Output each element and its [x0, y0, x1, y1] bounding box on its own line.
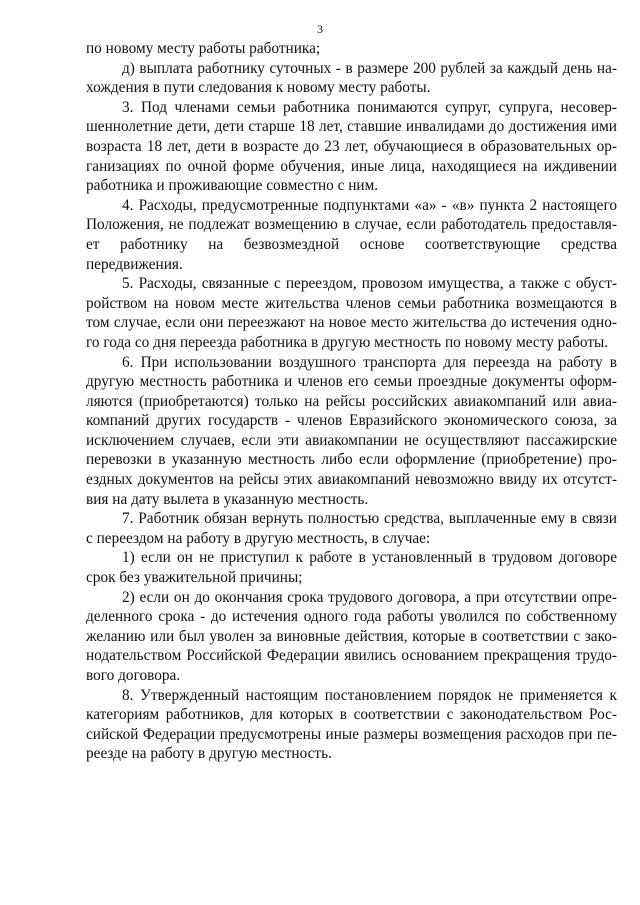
page-number: 3 [317, 22, 323, 36]
paragraph-4: 4. Расходы, предусмотренные подпунктами «а» - «в» пункта 2 настоящего Положения, не подлежат возмещению в случае, если работодатель предоставляет работнику на безвозмездной основе соответствующие средства передвижения. [86, 196, 617, 273]
paragraph-6: 6. При использовании воздушного транспорта для переезда на работу в другую местность работника и членов его семьи проездные документы оформляются (приобретаются) только на рейсы российских авиакомпаний или авиакомпаний других государств - членов Евразийского экономического союза, за исключением случаев, если эти авиакомпании не осуществляют пассажирские перевозки в указанную местность либо если оформление (приобретение) проездных документов на рейсы этих авиакомпаний невозможно ввиду их отсутствия на дату вылета в указанную местность. [86, 353, 617, 508]
paragraph-7-item-1: 1) если он не приступил к работе в установленный в трудовом договоре срок без уважительной причины; [86, 549, 617, 587]
paragraph-subitem-d: д) выплата работнику суточных - в размере 200 рублей за каждый день нахождения в пути следования к новому месту работы. [86, 59, 617, 97]
paragraph-7: 7. Работник обязан вернуть полностью средства, выплаченные ему в связи с переездом на работу в другую местность, в случае: [86, 510, 617, 547]
paragraph-7-item-2: 2) если он до окончания срока трудового договора, а при отсутствии определенного срока - до истечения одного года работы уволился по собственному желанию или был уволен за виновные действия, которые в соответствии с законодательством Российской Федерации явились основанием прекращения трудового договора. [86, 588, 617, 684]
paragraph-3: 3. Под членами семьи работника понимаются супруг, супруга, несовершеннолетние дети, дети старше 18 лет, ставшие инвалидами до достижения ими возраста 18 лет, дети в возрасте до 23 лет, обучающиеся в образовательных организациях по очной форме обучения, иные лица, находящиеся на иждивении работника и проживающие совместно с ним. [86, 98, 617, 195]
paragraph-continuation: по новому месту работы работника; [86, 40, 321, 57]
paragraph-8: 8. Утвержденный настоящим постановлением порядок не применяется к категориям работников, для которых в соответствии с законодательством Российской Федерации предусмотрены иные размеры возмещения расходов при переезде на работу в другую местность. [86, 686, 617, 763]
paragraph-5: 5. Расходы, связанные с переездом, провозом имущества, а также с обустройством на новом месте жительства членов семьи работника возмещаются в том случае, если они переезжают на новое место жительства до истечения одного года со дня переезда работника в другую местность по новому месту работы. [86, 275, 617, 351]
document-body [86, 39, 617, 764]
